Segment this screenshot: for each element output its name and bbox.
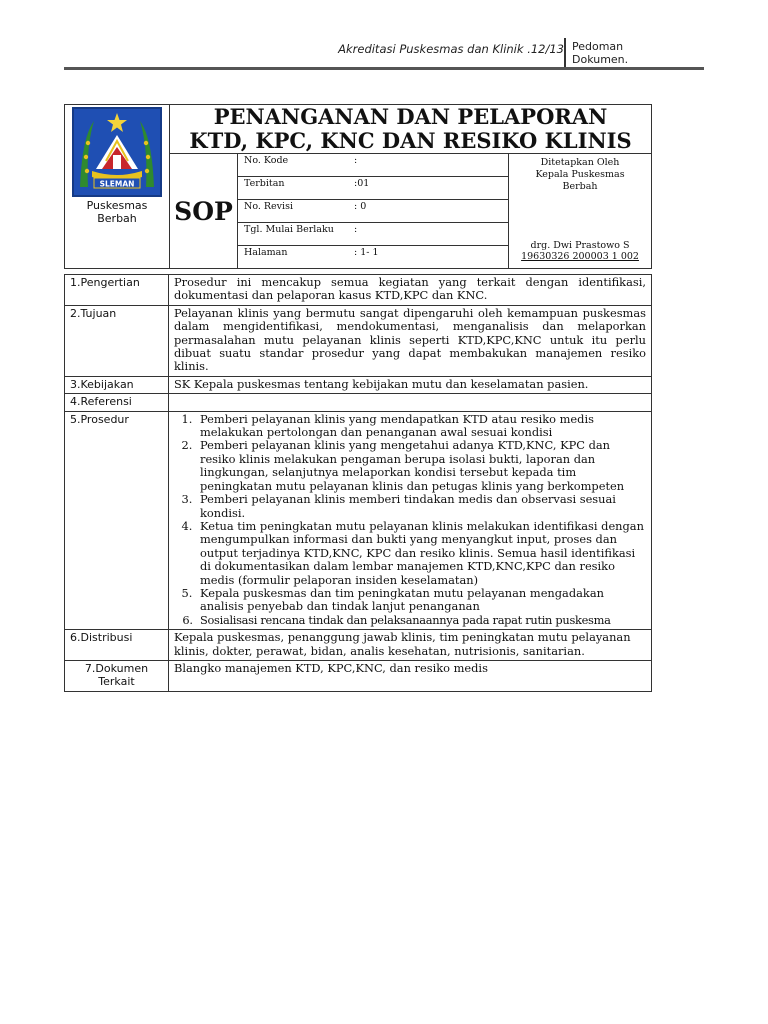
logo-text: SLEMAN	[99, 179, 135, 189]
table-row	[65, 411, 652, 630]
list-item: 4. Ketua tim peningkatan mutu pelayanan klinis melakukan identifikasi dengan mengumpulkan informasi dan bukti yang menyangkut input, proses dan output terjadinya KTD,KNC, KPC dan resiko klinis. Semua hasil identifikasi di dokumentasikan dalam lembar manajemen KTD,KNC,KPC dan resiko medis (formulir pelaporan insiden keselamatan)	[196, 520, 646, 587]
table-row	[65, 275, 652, 306]
sleman-logo-icon	[72, 107, 162, 197]
institution-name: Puskesmas Berbah	[86, 199, 148, 225]
table-row	[65, 660, 652, 691]
row-label-kebijakan: 3.Kebijakan	[65, 376, 169, 393]
row-label-referensi: 4.Referensi	[65, 394, 169, 411]
list-item: 5. Kepala puskesmas dan tim peningkatan mutu pelayanan mengadakan analisis penyebab dan tindak lanjut penanganan	[196, 587, 646, 614]
meta-row: Tgl. Mulai Berlaku :	[238, 223, 508, 246]
running-header-title: Akreditasi Puskesmas dan Klinik .12/13	[338, 42, 564, 56]
running-header-section: Pedoman Dokumen.	[572, 40, 629, 66]
approval-block: Ditetapkan Oleh Kepala Puskesmas Berbah drg. Dwi Prastowo S 19630326 200003 1 002	[509, 154, 652, 269]
document-title: PENANGANAN DAN PELAPORAN KTD, KPC, KNC DAN RESIKO KLINIS	[170, 105, 652, 154]
meta-row: No. Kode :	[238, 154, 508, 177]
row-text-distribusi: Kepala puskesmas, penanggung jawab klinis, tim peningkatan mutu pelayanan klinis, dokter, perawat, bidan, analis kesehatan, nutrisionis, sanitarian.	[169, 630, 652, 661]
table-row	[65, 305, 652, 376]
list-item: 6. Sosialisasi rencana tindak dan pelaksanaannya pada rapat rutin puskesma	[196, 614, 646, 627]
row-text-prosedur	[169, 411, 652, 630]
row-text-kebijakan: SK Kepala puskesmas tentang kebijakan mutu dan keselamatan pasien.	[169, 376, 652, 393]
meta-row: Halaman : 1- 1	[244, 247, 379, 258]
header-rule	[64, 67, 704, 70]
sop-label: SOP	[170, 154, 238, 269]
row-text-referensi	[169, 394, 652, 411]
sop-content-table	[64, 274, 652, 692]
list-item: 1. Pemberi pelayanan klinis yang mendapatkan KTD atau resiko medis melakukan pertolongan dan penanganan awal sesuai kondisi	[196, 413, 646, 440]
table-row	[65, 630, 652, 661]
row-label-dokumen: 7.Dokumen Terkait	[65, 660, 169, 691]
procedure-list	[174, 413, 646, 628]
table-row	[65, 394, 652, 411]
row-label-pengertian: 1.Pengertian	[65, 275, 169, 306]
row-label-distribusi: 6.Distribusi	[65, 630, 169, 661]
list-item: 2. Pemberi pelayanan klinis yang mengetahui adanya KTD,KNC, KPC dan resiko klinis melakukan pengaman berupa isolasi bukti, laporan dan lingkungan, selanjutnya melaporkan kondisi tersebut kepada tim peningkatan mutu pelayanan klinis dan petugas klinis yang berkompeten	[196, 439, 646, 493]
document-meta	[238, 154, 509, 269]
logo-cell	[65, 105, 170, 269]
meta-row: No. Revisi : 0	[238, 200, 508, 223]
signer-name: drg. Dwi Prastowo S	[530, 240, 630, 251]
row-text-dokumen: Blangko manajemen KTD, KPC,KNC, dan resiko medis	[169, 660, 652, 691]
row-label-tujuan: 2.Tujuan	[65, 305, 169, 376]
sop-header-table	[64, 104, 652, 269]
row-text-tujuan: Pelayanan klinis yang bermutu sangat dipengaruhi oleh kemampuan puskesmas dalam mengidentifikasi, mendokumentasi, menganalisis dan melaporkan permasalahan mutu pelayanan klinis seperti KTD,KPC,KNC untuk itu perlu dibuat suatu standar prosedur yang dapat membakukan manajemen resiko klinis.	[169, 305, 652, 376]
header-divider	[564, 38, 566, 70]
row-text-pengertian: Prosedur ini mencakup semua kegiatan yang terkait dengan identifikasi, dokumentasi dan pelaporan kasus KTD,KPC dan KNC.	[169, 275, 652, 306]
meta-row: Terbitan :01	[238, 177, 508, 200]
list-item: 3. Pemberi pelayanan klinis memberi tindakan medis dan observasi sesuai kondisi.	[196, 493, 646, 520]
signer-nip: 19630326 200003 1 002	[521, 251, 639, 262]
table-row	[65, 376, 652, 393]
row-label-prosedur: 5.Prosedur	[65, 411, 169, 630]
